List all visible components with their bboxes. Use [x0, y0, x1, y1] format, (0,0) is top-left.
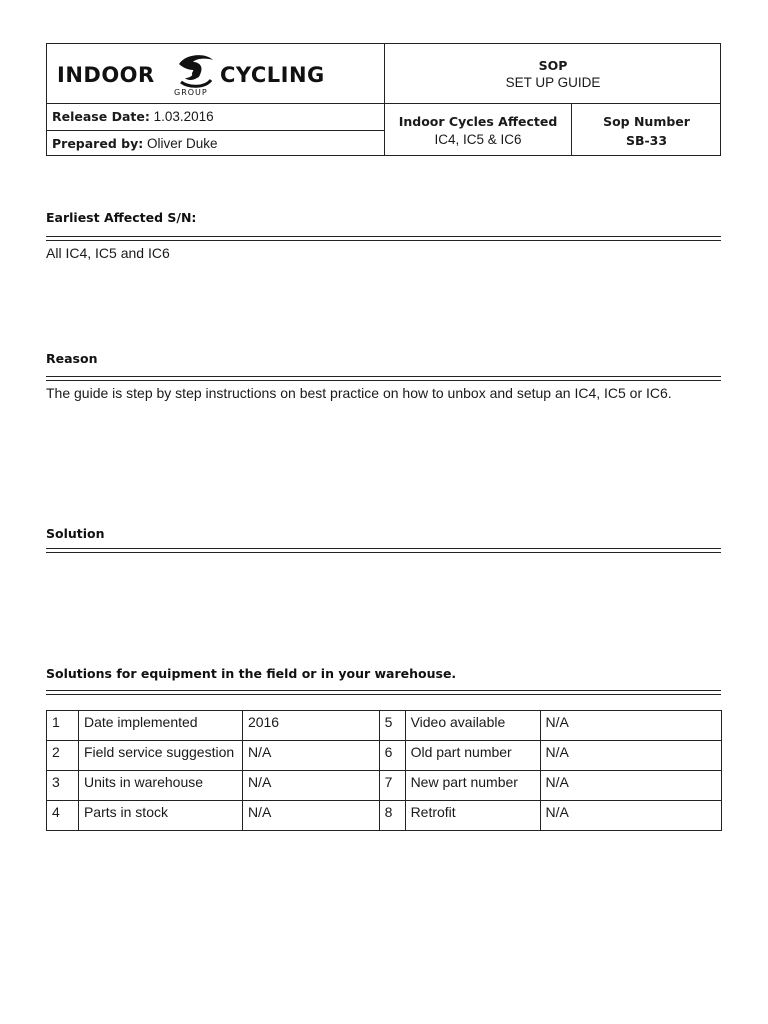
section-text-earliest: All IC4, IC5 and IC6	[46, 245, 170, 261]
header-box	[46, 43, 721, 156]
section-text-reason: The guide is step by step instructions on best practice on how to unbox and setup an IC4, IC5 or IC6.	[46, 385, 672, 401]
table-cell-l2: Video available	[405, 711, 540, 741]
section-rule	[46, 690, 721, 695]
table-cell-n2: 6	[379, 741, 405, 771]
table-cell-l1: Field service suggestion	[78, 741, 242, 771]
table-cell-n1: 3	[47, 771, 79, 801]
company-logo	[47, 44, 385, 104]
table-cell-n2: 7	[379, 771, 405, 801]
logo-word-indoor: INDOOR	[57, 63, 155, 87]
table-cell-v2: N/A	[540, 711, 722, 741]
release-date	[52, 109, 214, 124]
table-cell-l1: Parts in stock	[78, 801, 242, 831]
table-cell-n1: 1	[47, 711, 79, 741]
table-row	[47, 741, 722, 771]
solutions-table	[46, 710, 722, 831]
section-title-earliest: Earliest Affected S/N:	[46, 210, 197, 225]
header-divider	[47, 130, 384, 131]
table-cell-v1: N/A	[242, 771, 379, 801]
table-cell-l2: Retrofit	[405, 801, 540, 831]
doc-type: SOP	[538, 58, 568, 73]
section-title-reason: Reason	[46, 351, 98, 366]
release-date-label: Release Date:	[52, 109, 150, 124]
table-cell-l1: Units in warehouse	[78, 771, 242, 801]
doc-title: SET UP GUIDE	[505, 75, 601, 90]
table-cell-n1: 2	[47, 741, 79, 771]
table-row	[47, 771, 722, 801]
affected-value: IC4, IC5 & IC6	[434, 132, 522, 147]
release-date-value: 1.03.2016	[153, 109, 214, 124]
prepared-by	[52, 136, 218, 151]
table-cell-v1: N/A	[242, 741, 379, 771]
logo-sub-group: GROUP	[174, 88, 208, 97]
table-row	[47, 711, 722, 741]
table-row	[47, 801, 722, 831]
affected-label: Indoor Cycles Affected	[398, 114, 558, 129]
table-cell-l2: New part number	[405, 771, 540, 801]
section-rule	[46, 548, 721, 553]
table-cell-v1: N/A	[242, 801, 379, 831]
table-cell-n1: 4	[47, 801, 79, 831]
header-divider	[571, 103, 572, 156]
logo-word-cycling: CYCLING	[220, 63, 325, 87]
table-cell-v1: 2016	[242, 711, 379, 741]
sop-number-value: SB-33	[625, 133, 668, 148]
table-cell-l1: Date implemented	[78, 711, 242, 741]
table-cell-n2: 5	[379, 711, 405, 741]
table-cell-v2: N/A	[540, 801, 722, 831]
table-cell-l2: Old part number	[405, 741, 540, 771]
section-title-solution: Solution	[46, 526, 105, 541]
prepared-by-label: Prepared by:	[52, 136, 144, 151]
table-cell-v2: N/A	[540, 741, 722, 771]
prepared-by-value: Oliver Duke	[147, 136, 218, 151]
table-cell-v2: N/A	[540, 771, 722, 801]
section-title-field: Solutions for equipment in the field or in your warehouse.	[46, 666, 457, 681]
section-rule	[46, 236, 721, 241]
cyclist-logo-icon	[175, 50, 217, 90]
section-rule	[46, 376, 721, 381]
table-cell-n2: 8	[379, 801, 405, 831]
sop-number-label: Sop Number	[603, 114, 690, 129]
